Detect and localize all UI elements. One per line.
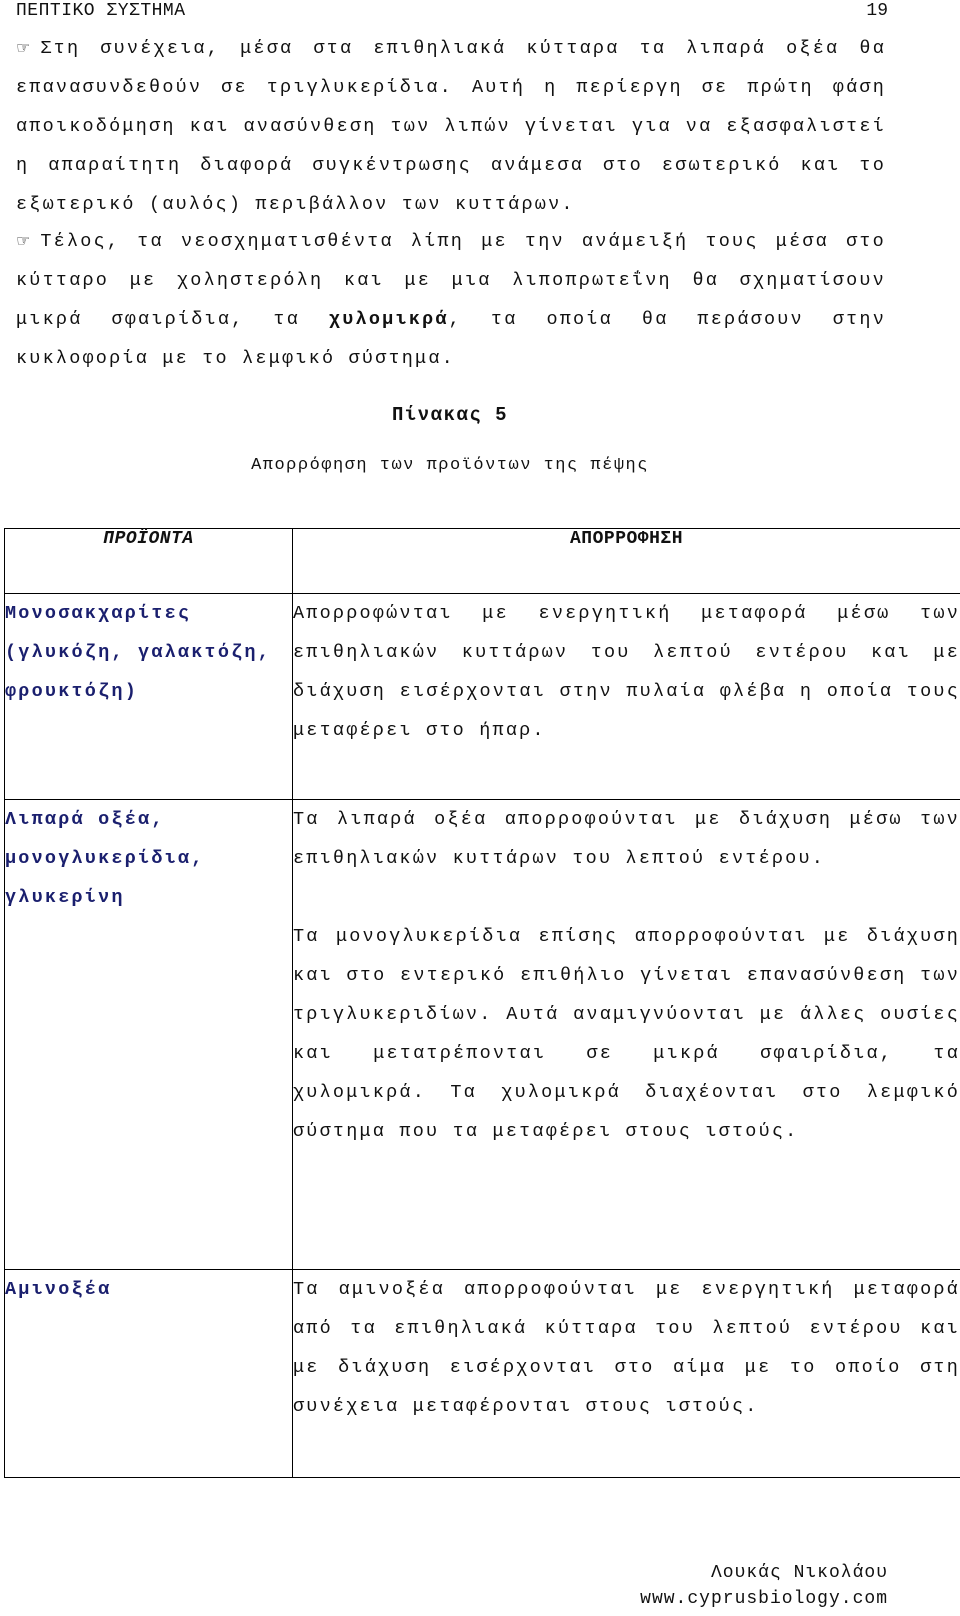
table-header-row [5,529,960,594]
paragraph-1-text: Στη συνέχεια, μέσα στα επιθηλιακά κύτταρα τα λιπαρά οξέα θα επανασυνδεθούν σε τριγλυκερίδια. Αυτή η περίεργη σε πρώτη φάση αποικοδόμηση και ανασύνθεση των λιπών γίνεται για να εξασφαλιστεί η απαραίτητη διαφορά συγκέντρωσης ανάμεσα στο εσωτερικό και το εξωτερικό (αυλός) περιβάλλον των κυττάρων. [16,38,886,215]
product-cell: Αμινοξέα [5,1270,293,1478]
table-row [5,800,960,1270]
table-caption: Απορρόφηση των προϊόντων της πέψης [251,456,649,475]
product-cell: Λιπαρά οξέα, μονογλυκερίδια, γλυκερίνη [5,800,293,1270]
absorption-text: Τα αμινοξέα απορροφούνται με ενεργητική μεταφορά από τα επιθηλιακά κύτταρα του λεπτού εντέρου και με διάχυση εισέρχονται στο αίμα με το οποίο στη συνέχεια μεταφέρονται στους ιστούς. [293,1279,960,1417]
absorption-table [4,528,960,1478]
column-header-products: ΠΡΟΪΟΝΤΑ [5,529,293,594]
product-cell: Μονοσακχαρίτες (γλυκόζη, γαλακτόζη, φρουκτόζη) [5,594,293,800]
absorption-cell [293,800,960,1270]
chapter-header: ΠΕΠΤΙΚΟ ΣΥΣΤΗΜΑ [16,1,186,21]
website-url: www.cyprusbiology.com [640,1589,888,1609]
author-name: Λουκάς Νικολάου [710,1563,888,1583]
absorption-text: Τα λιπαρά οξέα απορροφούνται με διάχυση μέσω των επιθηλιακών κυττάρων του λεπτού εντέρου. [293,809,960,869]
footer [640,1560,888,1612]
absorption-cell [293,594,960,800]
pointing-hand-icon: ☞ [16,38,31,57]
pointing-hand-icon: ☞ [16,231,31,250]
absorption-text: Απορροφώνται με ενεργητική μεταφορά μέσω των επιθηλιακών κυττάρων του λεπτού εντέρου και με διάχυση εισέρχονται στην πυλαία φλέβα η οποία τους μεταφέρει στο ήπαρ. [293,603,960,741]
paragraph-2-bold-term: χυλομικρά [328,309,449,330]
column-header-absorption: ΑΠΟΡΡΟΦΗΣΗ [293,529,960,594]
table-row [5,1270,960,1478]
paragraph-2 [16,221,886,378]
paragraph-2-text-start: Τέλος, τα νεοσχηματισθέντα λίπη με την ανάμειξή τους μέσα στο κύτταρο με χοληστερόλη και με μια λιποπρωτεΐνη θα σχηματίσουν μικρά σφαιρίδια, τα [16,231,886,330]
table-row [5,594,960,800]
absorption-text: Τα μονογλυκερίδια επίσης απορροφούνται με διάχυση και στο εντερικό επιθήλιο γίνεται επανασύνθεση των τριγλυκεριδίων. Αυτά αναμιγνύονται με άλλες ουσίες και μετατρέπονται σε μικρά σφαιρίδια, τα χυλομικρά. Τα χυλομικρά διαχέονται στο λεμφικό σύστημα που τα μεταφέρει στους ιστούς. [293,926,960,1142]
page-number: 19 [866,1,888,21]
paragraph-1 [16,28,886,224]
table-title: Πίνακας 5 [391,404,509,426]
paragraph-2-text-end: , τα οποία θα περάσουν στην κυκλοφορία με το λεμφικό σύστημα. [16,309,886,369]
absorption-cell [293,1270,960,1478]
